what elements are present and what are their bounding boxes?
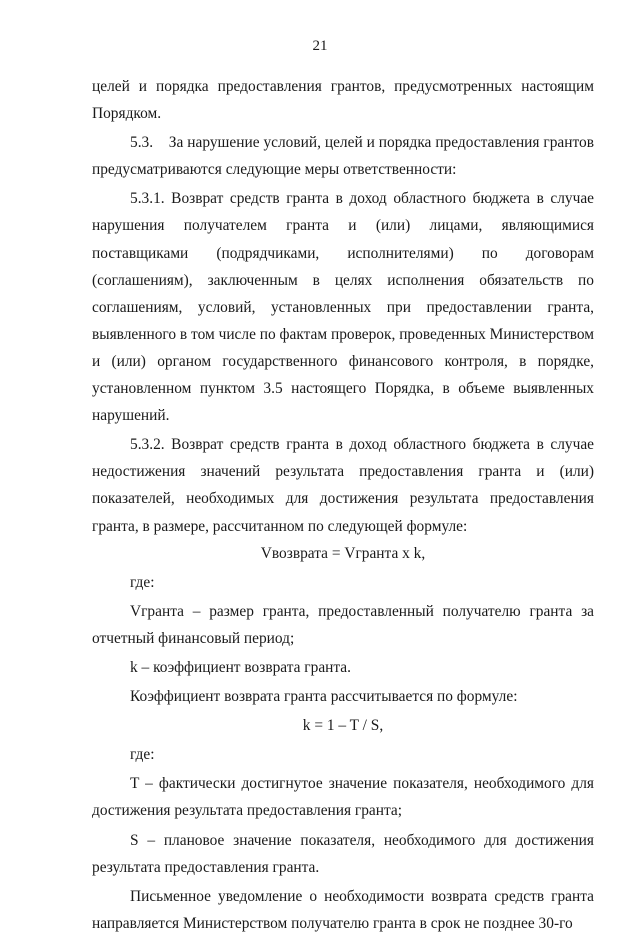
where-label: где:: [130, 573, 155, 591]
page-number: 21: [312, 38, 328, 54]
paragraph-5-3-1: 5.3.1. Возврат средств гранта в доход областного бюджета в случае нарушения получателем гранта и (или) лицами, являющимися поставщиками (подрядчиками, исполнителями) по договорам (соглашениям), заключенным в целях исполнения обязательств по соглашениям, условий, установленных при предоставлении гранта, выявленного в том числе по фактам проверок, проведенных Министерством и (или) органом государственного финансового контроля, в порядке, установленном пунктом 3.5 настоящего Порядка, в объеме выявленных нарушений.: [92, 190, 594, 425]
definition-grant-amount: Vгранта – размер гранта, предоставленный получателю гранта за отчетный финансовый период;: [92, 602, 594, 647]
definition-planned-value: S – плановое значение показателя, необходимого для достижения результата предоставления гранта.: [92, 831, 594, 876]
paragraph-continuation: целей и порядка предоставления грантов, предусмотренных настоящим Порядком.: [92, 78, 594, 123]
where-label-2: где:: [130, 746, 155, 764]
definition-coefficient: k – коэффициент возврата гранта.: [130, 658, 351, 676]
paragraph-5-3-2: 5.3.2. Возврат средств гранта в доход областного бюджета в случае недостижения значений результата предоставления гранта и (или) показателей, необходимых для достижения результата предоставления гранта, в размере, рассчитанном по следующей формуле:: [92, 436, 594, 535]
paragraph-coefficient-formula-intro: Коэффициент возврата гранта рассчитывается по формуле:: [130, 688, 518, 706]
formula-return-amount: Vвозврата = Vгранта x k,: [260, 544, 426, 562]
paragraph-5-3: 5.3. За нарушение условий, целей и порядка предоставления грантов предусматриваются следующие меры ответственности:: [92, 134, 594, 179]
formula-coefficient: k = 1 – T / S,: [302, 717, 384, 735]
paragraph-notification: Письменное уведомление о необходимости возврата средств гранта направляется Министерством получателю гранта в срок не позднее 30-го: [92, 887, 594, 932]
definition-actual-value: T – фактически достигнутое значение показателя, необходимого для достижения результата предоставления гранта;: [92, 775, 594, 820]
document-body: [92, 73, 594, 937]
